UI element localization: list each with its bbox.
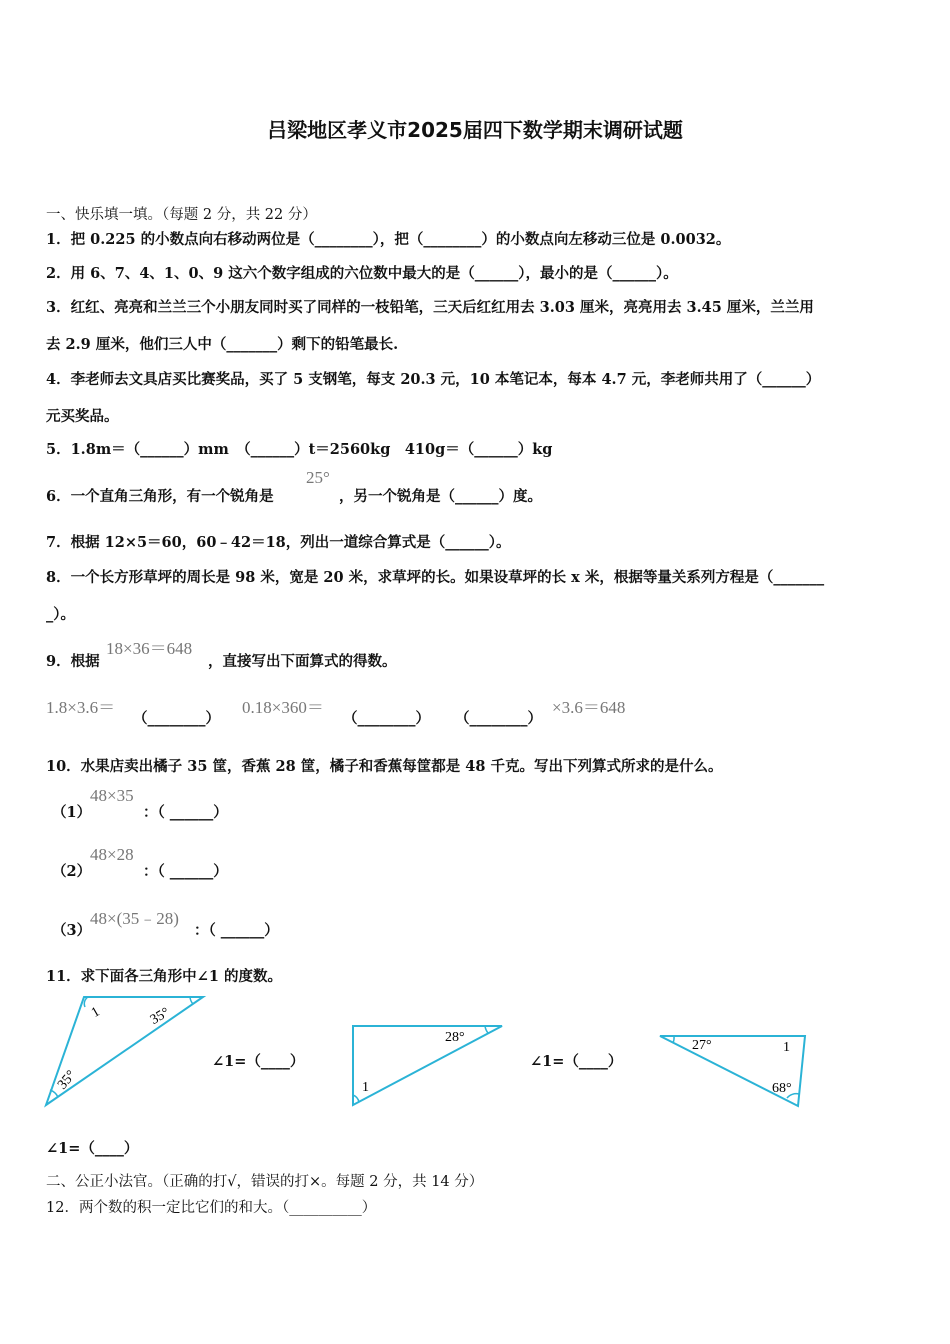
question-8-line-1: 8．一个长方形草坪的周长是 98 米，宽是 20 米，求草坪的长。如果设草坪的长 x 米，根据等量关系列方程是（_______: [46, 569, 825, 586]
triangle-1-angle-label: 35°: [55, 1067, 80, 1093]
question-11: 11．求下面各三角形中∠1 的度数。: [46, 968, 282, 985]
q10-item-3-expr: 48×(35﹣28): [90, 909, 179, 928]
triangle-3-angle-label: 1: [783, 1040, 790, 1055]
question-12: 12．两个数的积一定比它们的和大。（__________）: [46, 1200, 377, 1216]
question-7: 7．根据 12×5＝60，60﹣42＝18，列出一道综合算式是（______）。: [46, 534, 511, 551]
question-3-line-1: 3．红红、亮亮和兰兰三个小朋友同时买了同样的一枝铅笔，三天后红红用去 3.03 厘米，亮亮用去 3.45 厘米，兰兰用: [46, 299, 814, 316]
q10-item-2-label: （2）: [52, 863, 92, 880]
question-4-line-2: 元买奖品。: [46, 408, 119, 425]
q10-item-2-expr: 48×28: [90, 845, 134, 864]
question-6-pre: 6．一个直角三角形，有一个锐角是: [46, 488, 274, 505]
triangle-3-arc-left: [673, 1036, 674, 1043]
q9-item-1-expr: 1.8×3.6＝: [46, 698, 116, 717]
triangle-1-angle-label: 1: [89, 1004, 103, 1021]
question-5: 5．1.8m＝（______）mm （______）t＝2560kg 410g＝（______）kg: [46, 441, 553, 458]
question-9-pre: 9．根据: [46, 653, 100, 670]
question-1: 1．把 0.225 的小数点向右移动两位是（________），把（________）的小数点向左移动三位是 0.0032。: [46, 231, 731, 248]
question-4-line-1: 4．李老师去文具店买比赛奖品，买了 5 支钢笔，每支 20.3 元，10 本笔记本，每本 4.7 元，李老师共用了（______）: [46, 371, 821, 388]
question-6-angle: 25°: [306, 468, 330, 487]
q10-item-3-label: （3）: [52, 922, 92, 939]
page-title: 吕梁地区孝义市2025届四下数学期末调研试题: [267, 118, 683, 142]
q9-item-3-blank: （________）: [455, 710, 542, 727]
triangle-3-angle-label: 68°: [772, 1081, 792, 1096]
section-2-heading: 二、公正小法官。（正确的打√，错误的打×。每题 2 分，共 14 分）: [46, 1174, 484, 1190]
triangle-1-arc-bottom: [50, 1090, 58, 1097]
triangle-3-angle-label: 27°: [692, 1038, 712, 1053]
q10-item-3-blank: ：（ ______）: [194, 922, 279, 939]
triangle-2-angle-label: 28°: [445, 1030, 465, 1045]
question-3-line-2: 去 2.9 厘米，他们三人中（_______）剩下的铅笔最长.: [46, 336, 399, 353]
triangle-2-figure: [345, 1018, 510, 1113]
section-1-heading: 一、快乐填一填。（每题 2 分，共 22 分）: [46, 207, 317, 223]
triangle-1-figure: [40, 990, 210, 1110]
question-9-formula: 18×36＝648: [106, 639, 193, 658]
triangle-2-angle-label: 1: [362, 1080, 369, 1095]
question-10: 10．水果店卖出橘子 35 筐，香蕉 28 筐，橘子和香蕉每筐都是 48 千克。写出下列算式所求的是什么。: [46, 758, 723, 775]
triangle-1-arc-top: [84, 997, 88, 1007]
q9-item-2-expr: 0.18×360＝: [242, 698, 324, 717]
triangle-1-arc-right: [190, 997, 193, 1004]
question-9-post: ，直接写出下面算式的得数。: [208, 653, 397, 670]
q9-item-1-blank: （________）: [133, 710, 220, 727]
triangle-3-answer: ∠1=（____）: [46, 1140, 139, 1157]
q10-item-2-blank: ：（ ______）: [143, 863, 228, 880]
question-8-line-2: _）。: [46, 606, 75, 623]
question-2: 2．用 6、7、4、1、0、9 这六个数字组成的六位数中最大的是（______），最小的是（______）。: [46, 265, 678, 282]
q10-item-1-blank: ：（ ______）: [143, 804, 228, 821]
triangle-2-answer: ∠1=（____）: [530, 1053, 623, 1070]
triangle-2-shape: [353, 1026, 502, 1105]
triangle-2-arc-right: [485, 1026, 488, 1033]
q9-item-3-expr: ×3.6＝648: [552, 698, 626, 717]
triangle-3-figure: [654, 1028, 814, 1113]
triangle-1-answer: ∠1=（____）: [212, 1053, 305, 1070]
q9-item-2-blank: （________）: [343, 710, 430, 727]
triangle-1-angle-label: 35°: [147, 1005, 173, 1028]
question-6-post: ，另一个锐角是（______）度。: [339, 488, 542, 505]
q10-item-1-expr: 48×35: [90, 786, 134, 805]
q10-item-1-label: （1）: [52, 804, 92, 821]
